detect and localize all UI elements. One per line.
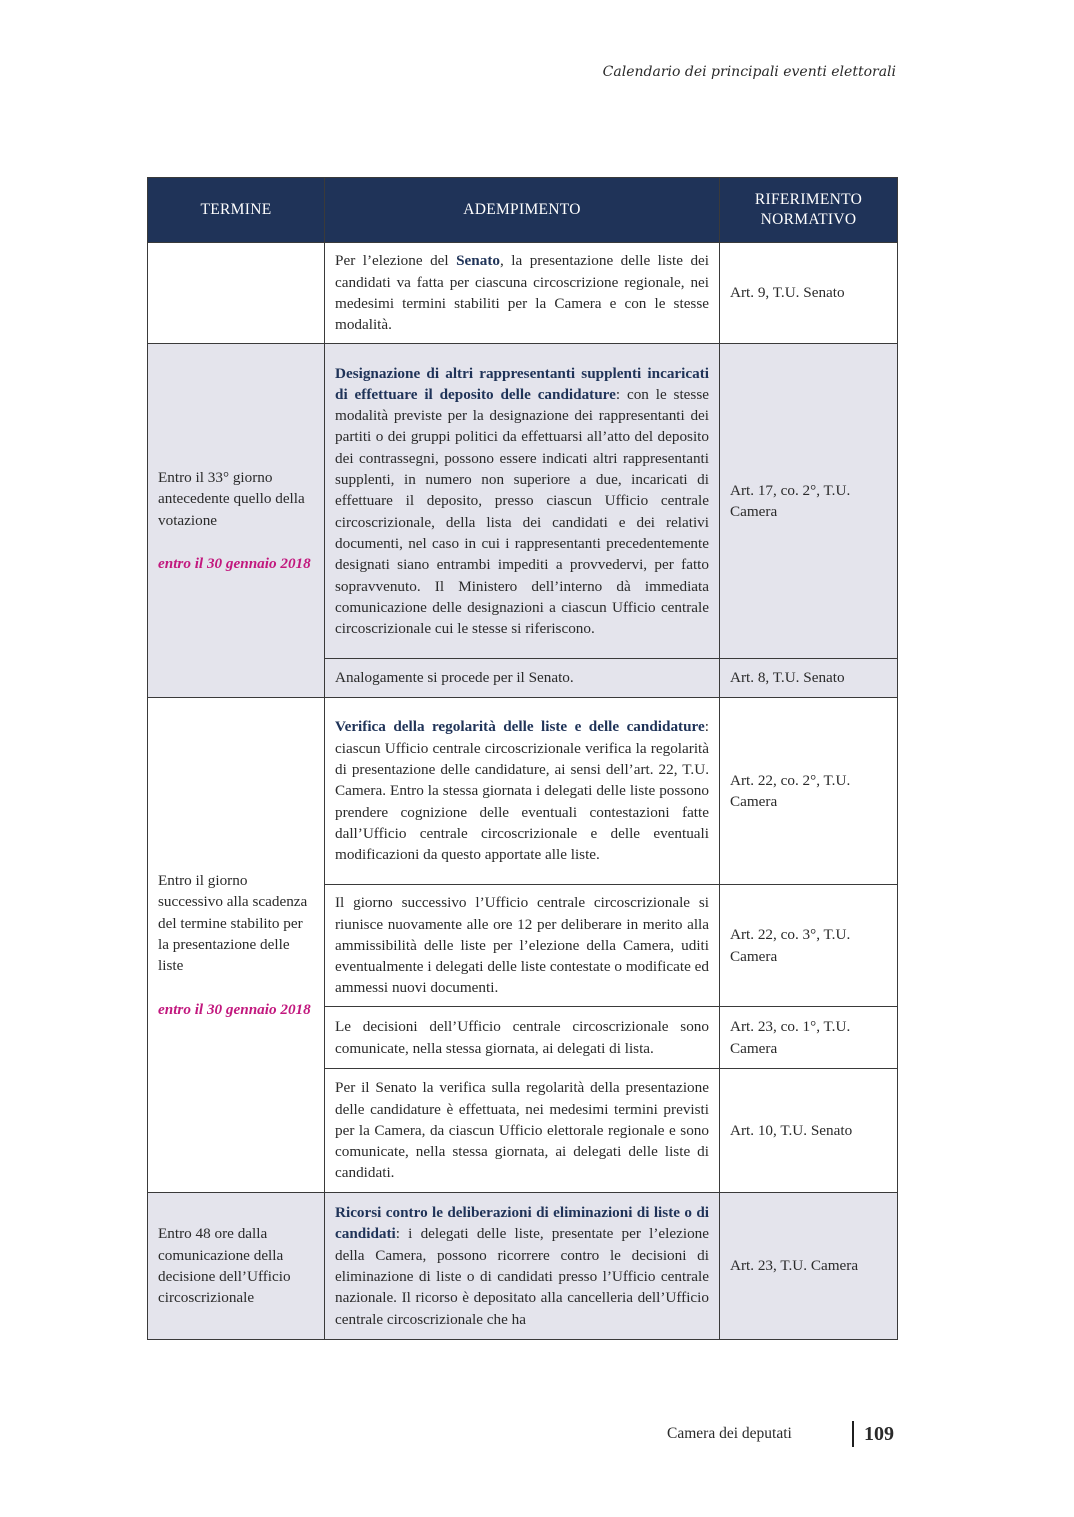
adempimento-cell: Il giorno successivo l’Ufficio centrale circoscrizionale si riunisce nuovamente alle ore 12 per deliberare in merito alla ammissibilità delle liste per l’elezione della Camera, uditi eventualmente i delegati delle liste contestate o modificate ed ammessi nuovi documenti.: [325, 885, 720, 1007]
table-row: [148, 243, 898, 344]
table-row: [148, 698, 898, 885]
riferimento-cell: Art. 23, T.U. Camera: [720, 1193, 898, 1340]
riferimento-cell: Art. 10, T.U. Senato: [720, 1069, 898, 1193]
adempimento-cell: Analogamente si procede per il Senato.: [325, 659, 720, 698]
table-row: [148, 344, 898, 659]
termine-date: entro il 30 gennaio 2018: [158, 1000, 311, 1018]
adempimento-cell: Ricorsi contro le deliberazioni di eliminazioni di liste o di candidati: i delegati delle liste, presentate per l’elezione della Camera, possono ricorrere contro le decisioni di eliminazione di liste o di candidati presso l’Ufficio centrale nazionale. Il ricorso è depositato alla cancelleria dell’Ufficio centrale circoscrizionale che ha: [325, 1193, 720, 1340]
adempimento-cell: Verifica della regolarità delle liste e delle candidature: ciascun Ufficio centrale circoscrizionale verifica la regolarità di presentazione delle candidature, ai sensi dell’art. 22, T.U. Camera. Entro la stessa giornata i delegati delle liste possono prendere cognizione delle eventuali contestazioni fatte dall’Ufficio centrale circoscrizionale e delle eventuali modificazioni da questo apportate alle liste.: [325, 698, 720, 885]
riferimento-cell: Art. 22, co. 3°, T.U. Camera: [720, 885, 898, 1007]
footer-divider: [852, 1421, 854, 1447]
adempimento-cell: Le decisioni dell’Ufficio centrale circoscrizionale sono comunicate, nella stessa giornata, ai delegati di lista.: [325, 1007, 720, 1069]
termine-date: entro il 30 gennaio 2018: [158, 554, 311, 572]
termine-cell: Entro 48 ore dalla comunicazione della decisione dell’Ufficio circoscrizionale: [148, 1193, 325, 1340]
riferimento-cell: Art. 8, T.U. Senato: [720, 659, 898, 698]
page-number: 109: [864, 1423, 894, 1445]
riferimento-cell: Art. 9, T.U. Senato: [720, 243, 898, 344]
header-riferimento: RIFERIMENTO NORMATIVO: [720, 178, 898, 243]
riferimento-cell: Art. 23, co. 1°, T.U. Camera: [720, 1007, 898, 1069]
header-adempimento: ADEMPIMENTO: [325, 178, 720, 243]
termine-text: Entro il 33° giorno antecedente quello della votazione: [158, 468, 305, 529]
adempimento-cell: Designazione di altri rappresentanti supplenti incaricati di effettuare il deposito delle candidature: con le stesse modalità previste per la designazione dei rappresentanti dei partiti o dei gruppi politici da effettuarsi all’atto del deposito dei contrassegni, possono essere indicati altri rappresentanti supplenti, in numero non superiore a due, incaricati di effettuare il deposito, presso ciascun Ufficio centrale circoscrizionale, della lista dei candidati e dei relativi documenti, nel caso in cui i rappresentanti precedentemente designati siano entrambi impediti a provvedervi, per fatto sopravvenuto. Il Ministero dell’interno dà immediata comunicazione delle designazioni a ciascun Ufficio centrale circoscrizionale cui le stesse si riferiscono.: [325, 344, 720, 659]
table-header-row: [148, 178, 898, 243]
electoral-calendar-table: [147, 177, 898, 1340]
termine-cell: [148, 698, 325, 1193]
footer-label: Camera dei deputati: [667, 1425, 792, 1442]
header-termine: TERMINE: [148, 178, 325, 243]
termine-cell-empty: [148, 243, 325, 344]
termine-text: Entro il giorno successivo alla scadenza del termine stabilito per la presentazione delle liste: [158, 872, 308, 975]
termine-cell: [148, 344, 325, 698]
table-row: [148, 1193, 898, 1340]
adempimento-cell: Per il Senato la verifica sulla regolarità della presentazione delle candidature è effettuata, nei medesimi termini previsti per la Camera, da ciascun Ufficio elettorale regionale e sono comunicate, nella stessa giornata, ai delegati delle liste di candidati.: [325, 1069, 720, 1193]
running-head: Calendario dei principali eventi elettorali: [602, 64, 896, 80]
adempimento-cell: Per l’elezione del Senato, la presentazione delle liste dei candidati va fatta per ciascuna circoscrizione regionale, nei medesimi termini stabiliti per la Camera e con le stesse modalità.: [325, 243, 720, 344]
riferimento-cell: Art. 17, co. 2°, T.U. Camera: [720, 344, 898, 659]
riferimento-cell: Art. 22, co. 2°, T.U. Camera: [720, 698, 898, 885]
